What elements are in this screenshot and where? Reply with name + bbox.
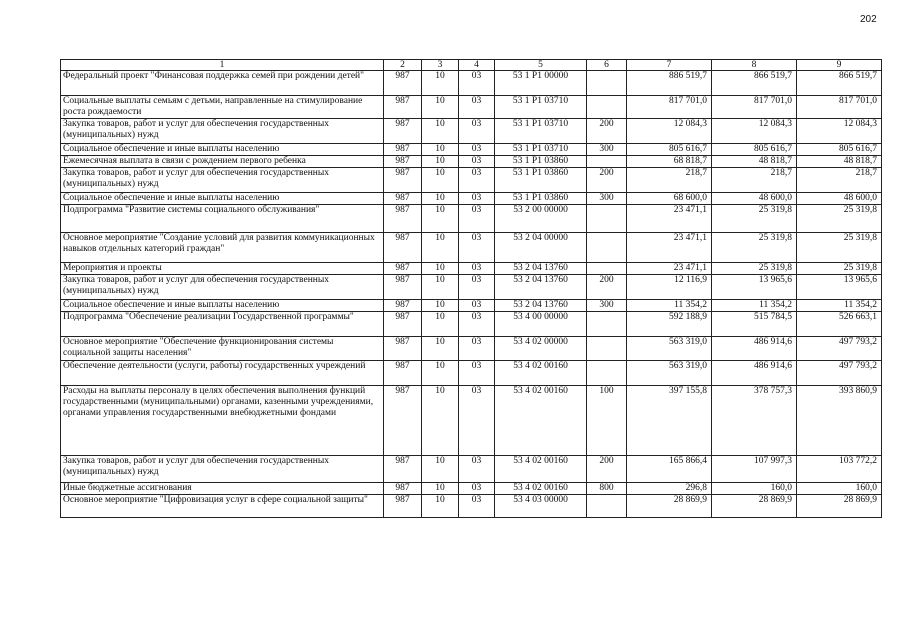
code-cell: [587, 156, 627, 168]
code-cell: 10: [422, 275, 459, 300]
amount-cell: 25 319,8: [712, 233, 797, 263]
table-row: [61, 456, 882, 483]
column-header: 4: [459, 60, 495, 71]
code-cell: 10: [422, 456, 459, 483]
column-header: 8: [712, 60, 797, 71]
row-name-cell: Подпрограмма "Обеспечение реализации Государственной программы": [61, 312, 384, 337]
column-header: 6: [587, 60, 627, 71]
amount-cell: 296,8: [627, 483, 712, 495]
row-name-cell: Закупка товаров, работ и услуг для обеспечения государственных (муниципальных) нужд: [61, 168, 384, 193]
amount-cell: 25 319,8: [712, 263, 797, 275]
amount-cell: 25 319,8: [712, 205, 797, 233]
code-cell: 03: [459, 483, 495, 495]
row-name-cell: Закупка товаров, работ и услуг для обеспечения государственных (муниципальных) нужд: [61, 119, 384, 144]
code-cell: 53 2 04 00000: [495, 233, 587, 263]
table-row: [61, 361, 882, 386]
amount-cell: 866 519,7: [712, 71, 797, 96]
row-name-cell: Закупка товаров, работ и услуг для обеспечения государственных (муниципальных) нужд: [61, 275, 384, 300]
row-name-cell: Основное мероприятие "Создание условий для развития коммуникационных навыков отдельных категорий граждан": [61, 233, 384, 263]
code-cell: 53 4 02 00160: [495, 386, 587, 456]
code-cell: 300: [587, 300, 627, 312]
amount-cell: 805 616,7: [797, 144, 882, 156]
amount-cell: 68 818,7: [627, 156, 712, 168]
amount-cell: 218,7: [712, 168, 797, 193]
column-header: 3: [422, 60, 459, 71]
amount-cell: 563 319,0: [627, 361, 712, 386]
amount-cell: 165 866,4: [627, 456, 712, 483]
code-cell: 03: [459, 156, 495, 168]
code-cell: 987: [384, 144, 422, 156]
row-name-cell: Федеральный проект "Финансовая поддержка семей при рождении детей": [61, 71, 384, 96]
code-cell: 53 2 04 13760: [495, 300, 587, 312]
table-row: [61, 71, 882, 96]
code-cell: 10: [422, 119, 459, 144]
code-cell: [587, 205, 627, 233]
table-header-row: [61, 60, 882, 71]
amount-cell: 486 914,6: [712, 361, 797, 386]
code-cell: 10: [422, 168, 459, 193]
row-name-cell: Социальное обеспечение и иные выплаты населению: [61, 193, 384, 205]
code-cell: 200: [587, 456, 627, 483]
code-cell: 10: [422, 300, 459, 312]
amount-cell: 48 600,0: [797, 193, 882, 205]
code-cell: 53 1 P1 03710: [495, 119, 587, 144]
code-cell: 03: [459, 456, 495, 483]
page-number: 202: [860, 14, 877, 25]
code-cell: [587, 71, 627, 96]
row-name-cell: Закупка товаров, работ и услуг для обеспечения государственных (муниципальных) нужд: [61, 456, 384, 483]
code-cell: 200: [587, 168, 627, 193]
code-cell: 987: [384, 71, 422, 96]
amount-cell: 25 319,8: [797, 233, 882, 263]
code-cell: 200: [587, 119, 627, 144]
code-cell: 53 1 P1 03860: [495, 168, 587, 193]
table-row: [61, 495, 882, 518]
code-cell: 53 4 02 00160: [495, 483, 587, 495]
amount-cell: 12 116,9: [627, 275, 712, 300]
code-cell: 10: [422, 144, 459, 156]
code-cell: 987: [384, 483, 422, 495]
code-cell: 987: [384, 205, 422, 233]
code-cell: 987: [384, 119, 422, 144]
code-cell: 03: [459, 193, 495, 205]
table-row: [61, 275, 882, 300]
code-cell: 10: [422, 233, 459, 263]
code-cell: 987: [384, 275, 422, 300]
amount-cell: 12 084,3: [797, 119, 882, 144]
code-cell: 53 2 04 13760: [495, 275, 587, 300]
code-cell: 10: [422, 495, 459, 518]
table-row: [61, 156, 882, 168]
code-cell: 300: [587, 144, 627, 156]
code-cell: 987: [384, 386, 422, 456]
amount-cell: 48 818,7: [712, 156, 797, 168]
code-cell: 987: [384, 300, 422, 312]
amount-cell: 160,0: [797, 483, 882, 495]
code-cell: 10: [422, 386, 459, 456]
code-cell: 987: [384, 337, 422, 361]
row-name-cell: Основное мероприятие "Цифровизация услуг в сфере социальной защиты": [61, 495, 384, 518]
code-cell: 10: [422, 156, 459, 168]
code-cell: 987: [384, 233, 422, 263]
code-cell: 10: [422, 193, 459, 205]
amount-cell: 13 965,6: [797, 275, 882, 300]
code-cell: 03: [459, 312, 495, 337]
code-cell: [587, 96, 627, 119]
code-cell: 53 1 P1 03860: [495, 193, 587, 205]
code-cell: 10: [422, 71, 459, 96]
code-cell: 53 4 00 00000: [495, 312, 587, 337]
amount-cell: 13 965,6: [712, 275, 797, 300]
code-cell: 10: [422, 263, 459, 275]
code-cell: 03: [459, 337, 495, 361]
amount-cell: 48 600,0: [712, 193, 797, 205]
amount-cell: 107 997,3: [712, 456, 797, 483]
table-row: [61, 300, 882, 312]
table-row: [61, 337, 882, 361]
table-row: [61, 144, 882, 156]
code-cell: 53 2 00 00000: [495, 205, 587, 233]
table-row: [61, 386, 882, 456]
amount-cell: 23 471,1: [627, 263, 712, 275]
code-cell: [587, 263, 627, 275]
code-cell: 03: [459, 386, 495, 456]
amount-cell: 817 701,0: [712, 96, 797, 119]
code-cell: 987: [384, 168, 422, 193]
code-cell: 03: [459, 205, 495, 233]
code-cell: 100: [587, 386, 627, 456]
code-cell: 53 4 02 00000: [495, 337, 587, 361]
amount-cell: 68 600,0: [627, 193, 712, 205]
amount-cell: 397 155,8: [627, 386, 712, 456]
amount-cell: 866 519,7: [797, 71, 882, 96]
amount-cell: 378 757,3: [712, 386, 797, 456]
amount-cell: 515 784,5: [712, 312, 797, 337]
amount-cell: 28 869,9: [797, 495, 882, 518]
row-name-cell: Обеспечение деятельности (услуги, работы) государственных учреждений: [61, 361, 384, 386]
code-cell: 53 4 02 00160: [495, 456, 587, 483]
row-name-cell: Основное мероприятие "Обеспечение функционирования системы социальной защиты населения": [61, 337, 384, 361]
row-name-cell: Расходы на выплаты персоналу в целях обеспечения выполнения функций государственными (муниципальными) органами, казенными учреждениями, органами управления государственными внебюджетными фондами: [61, 386, 384, 456]
amount-cell: 817 701,0: [627, 96, 712, 119]
table-row: [61, 119, 882, 144]
amount-cell: 12 084,3: [627, 119, 712, 144]
code-cell: [587, 312, 627, 337]
amount-cell: 486 914,6: [712, 337, 797, 361]
code-cell: 987: [384, 193, 422, 205]
code-cell: 03: [459, 119, 495, 144]
code-cell: 10: [422, 96, 459, 119]
row-name-cell: Ежемесячная выплата в связи с рождением первого ребенка: [61, 156, 384, 168]
code-cell: 03: [459, 263, 495, 275]
code-cell: 987: [384, 361, 422, 386]
column-header: 9: [797, 60, 882, 71]
amount-cell: 886 519,7: [627, 71, 712, 96]
code-cell: [587, 361, 627, 386]
column-header: 2: [384, 60, 422, 71]
code-cell: 03: [459, 300, 495, 312]
amount-cell: 218,7: [797, 168, 882, 193]
row-name-cell: Иные бюджетные ассигнования: [61, 483, 384, 495]
code-cell: 03: [459, 144, 495, 156]
code-cell: [587, 233, 627, 263]
code-cell: 300: [587, 193, 627, 205]
code-cell: 53 1 P1 03860: [495, 156, 587, 168]
code-cell: 03: [459, 233, 495, 263]
code-cell: 987: [384, 96, 422, 119]
table-row: [61, 483, 882, 495]
row-name-cell: Подпрограмма "Развитие системы социального обслуживания": [61, 205, 384, 233]
row-name-cell: Социальное обеспечение и иные выплаты населению: [61, 144, 384, 156]
code-cell: 03: [459, 275, 495, 300]
code-cell: 03: [459, 361, 495, 386]
row-name-cell: Социальные выплаты семьям с детьми, направленные на стимулирование роста рождаемости: [61, 96, 384, 119]
amount-cell: 160,0: [712, 483, 797, 495]
column-header: 7: [627, 60, 712, 71]
code-cell: 53 1 P1 03710: [495, 144, 587, 156]
column-header: 5: [495, 60, 587, 71]
code-cell: [587, 495, 627, 518]
budget-table: [60, 59, 882, 518]
code-cell: 03: [459, 96, 495, 119]
code-cell: 03: [459, 168, 495, 193]
code-cell: 10: [422, 337, 459, 361]
amount-cell: 393 860,9: [797, 386, 882, 456]
amount-cell: 11 354,2: [797, 300, 882, 312]
row-name-cell: Мероприятия и проекты: [61, 263, 384, 275]
table-row: [61, 233, 882, 263]
code-cell: 987: [384, 312, 422, 337]
amount-cell: 11 354,2: [627, 300, 712, 312]
amount-cell: 28 869,9: [627, 495, 712, 518]
amount-cell: 592 188,9: [627, 312, 712, 337]
amount-cell: 25 319,8: [797, 205, 882, 233]
amount-cell: 23 471,1: [627, 205, 712, 233]
table-row: [61, 168, 882, 193]
amount-cell: 28 869,9: [712, 495, 797, 518]
amount-cell: 218,7: [627, 168, 712, 193]
code-cell: 03: [459, 71, 495, 96]
table-row: [61, 96, 882, 119]
amount-cell: 25 319,8: [797, 263, 882, 275]
code-cell: 10: [422, 483, 459, 495]
code-cell: 53 4 03 00000: [495, 495, 587, 518]
row-name-cell: Социальное обеспечение и иные выплаты населению: [61, 300, 384, 312]
amount-cell: 805 616,7: [712, 144, 797, 156]
amount-cell: 12 084,3: [712, 119, 797, 144]
code-cell: 03: [459, 495, 495, 518]
table-row: [61, 193, 882, 205]
code-cell: 10: [422, 205, 459, 233]
column-header: 1: [61, 60, 384, 71]
code-cell: 200: [587, 275, 627, 300]
amount-cell: 563 319,0: [627, 337, 712, 361]
code-cell: 10: [422, 312, 459, 337]
table-row: [61, 263, 882, 275]
amount-cell: 805 616,7: [627, 144, 712, 156]
code-cell: 53 2 04 13760: [495, 263, 587, 275]
amount-cell: 48 818,7: [797, 156, 882, 168]
amount-cell: 11 354,2: [712, 300, 797, 312]
code-cell: 987: [384, 495, 422, 518]
amount-cell: 526 663,1: [797, 312, 882, 337]
code-cell: 987: [384, 263, 422, 275]
amount-cell: 23 471,1: [627, 233, 712, 263]
table-row: [61, 205, 882, 233]
amount-cell: 497 793,2: [797, 361, 882, 386]
code-cell: 987: [384, 456, 422, 483]
code-cell: 987: [384, 156, 422, 168]
amount-cell: 497 793,2: [797, 337, 882, 361]
code-cell: 10: [422, 361, 459, 386]
amount-cell: 103 772,2: [797, 456, 882, 483]
code-cell: 53 4 02 00160: [495, 361, 587, 386]
code-cell: 800: [587, 483, 627, 495]
code-cell: [587, 337, 627, 361]
table-row: [61, 312, 882, 337]
code-cell: 53 1 P1 03710: [495, 96, 587, 119]
amount-cell: 817 701,0: [797, 96, 882, 119]
code-cell: 53 1 P1 00000: [495, 71, 587, 96]
